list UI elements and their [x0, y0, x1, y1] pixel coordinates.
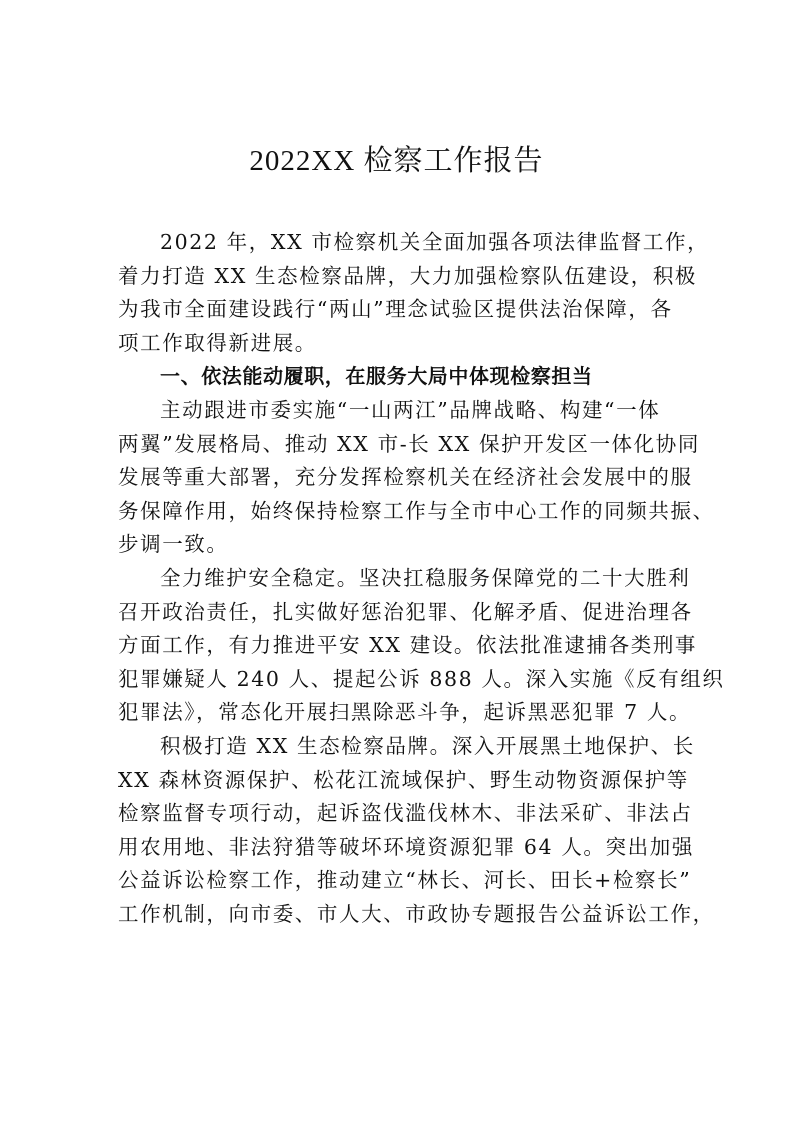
- text-line: 着力打造 XX 生态检察品牌，大力加强检察队伍建设，积极: [118, 263, 698, 288]
- text-line: 项工作取得新进展。: [118, 330, 317, 355]
- text-line: 两翼”发展格局、推动 XX 市-长 XX 保护开发区一体化协同: [118, 431, 700, 456]
- body-paragraph: [118, 394, 715, 562]
- text-line: 发展等重大部署，充分发挥检察机关在经济社会发展中的服: [118, 465, 693, 490]
- body-paragraph: [118, 730, 715, 932]
- text-line: 全力维护安全稳定。坚决扛稳服务保障党的二十大胜利: [160, 565, 691, 590]
- text-line: 为我市全面建设践行“两山”理念试验区提供法治保障，各: [118, 297, 673, 322]
- text-line: 步调一致。: [118, 532, 229, 557]
- document-body: [118, 226, 725, 931]
- text-line: 公益诉讼检察工作，推动建立“林长、河长、田长+检察长”: [118, 868, 692, 893]
- text-line: 用农用地、非法狩猎等破坏环境资源犯罪 64 人。突出加强: [118, 834, 694, 859]
- text-line: 务保障作用，始终保持检察工作与全市中心工作的同频共振、: [118, 498, 715, 523]
- text-line: 工作机制，向市委、市人大、市政协专题报告公益诉讼工作，: [118, 901, 715, 926]
- text-line: 犯罪法》，常态化开展扫黑除恶斗争，起诉黑恶犯罪 7 人。: [118, 700, 692, 725]
- text-line: 积极打造 XX 生态检察品牌。深入开展黑土地保护、长: [160, 733, 695, 758]
- text-line: 召开政治责任，扎实做好惩治犯罪、化解矛盾、促进治理各: [118, 599, 693, 624]
- body-paragraph: [118, 562, 725, 730]
- text-line: 2022 年，XX 市检察机关全面加强各项法律监督工作，: [160, 230, 710, 254]
- text-line: 犯罪嫌疑人 240 人、提起公诉 888 人。深入实施《反有组织: [118, 666, 725, 691]
- text-line: 方面工作，有力推进平安 XX 建设。依法批准逮捕各类刑事: [118, 633, 698, 658]
- intro-paragraph: [118, 226, 710, 360]
- document-title: 2022XX 检察工作报告: [249, 145, 544, 177]
- section-heading-text: 一、依法能动履职，在服务大局中体现检察担当: [160, 364, 593, 389]
- text-line: XX 森林资源保护、松花江流域保护、野生动物资源保护等: [118, 767, 689, 792]
- text-line: 检察监督专项行动，起诉盗伐滥伐林木、非法采矿、非法占: [118, 801, 693, 826]
- section-heading: [118, 360, 678, 394]
- text-line: 主动跟进市委实施“一山两江”品牌战略、构建“一体: [160, 397, 661, 422]
